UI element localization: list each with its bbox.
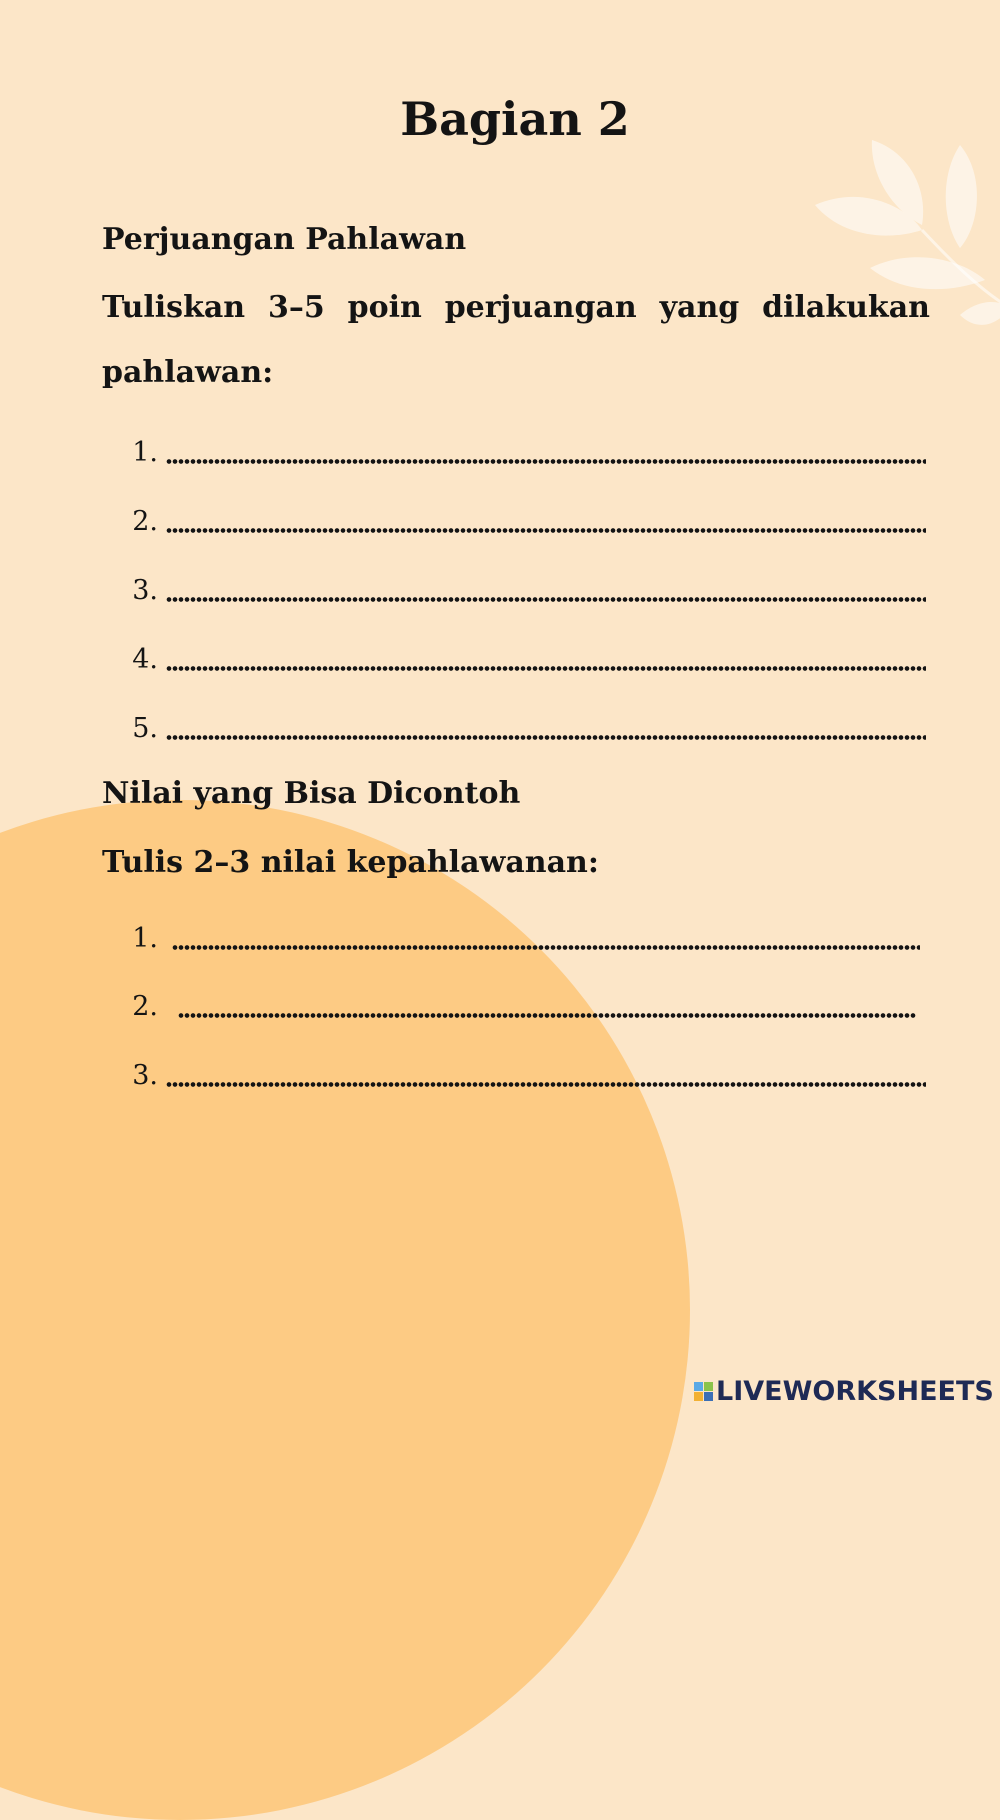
instruction-word: poin — [347, 290, 422, 325]
liveworksheets-logo-icon — [694, 1382, 713, 1401]
instruction-word: Tuliskan — [102, 290, 246, 325]
dotted-answer-line[interactable] — [166, 501, 926, 541]
dotted-answer-line[interactable] — [178, 986, 916, 1026]
instruction-line-2: pahlawan: — [102, 355, 274, 390]
item-number: 3. — [132, 574, 158, 606]
logo-square-navy — [704, 1392, 713, 1401]
dotted-answer-line[interactable] — [166, 639, 926, 679]
dotted-answer-line[interactable] — [166, 432, 926, 472]
answer-line-nilai-2[interactable] — [126, 986, 926, 1026]
logo-square-blue — [694, 1382, 703, 1391]
item-number: 4. — [132, 643, 158, 675]
answer-line-perjuangan-5[interactable] — [126, 708, 926, 748]
instruction-line-1 — [102, 290, 930, 325]
item-number: 2. — [132, 990, 158, 1022]
answer-line-perjuangan-2[interactable] — [126, 501, 926, 541]
instruction-word: yang — [659, 290, 740, 325]
page-title: Bagian 2 — [400, 92, 630, 146]
item-number: 1. — [132, 922, 158, 954]
dotted-answer-line[interactable] — [166, 570, 926, 610]
instruction-word: dilakukan — [762, 290, 930, 325]
item-number: 3. — [132, 1059, 158, 1091]
dotted-answer-line[interactable] — [172, 918, 920, 958]
item-number: 1. — [132, 436, 158, 468]
section-heading-perjuangan: Perjuangan Pahlawan — [102, 222, 467, 257]
brand-text: LIVEWORKSHEETS — [716, 1375, 994, 1407]
logo-square-green — [704, 1382, 713, 1391]
item-number: 5. — [132, 712, 158, 744]
dotted-answer-line[interactable] — [166, 1055, 926, 1095]
answer-line-nilai-3[interactable] — [126, 1055, 926, 1095]
instruction-perjuangan — [102, 290, 930, 390]
dotted-answer-line[interactable] — [166, 708, 926, 748]
instruction-word: perjuangan — [444, 290, 637, 325]
answer-line-perjuangan-3[interactable] — [126, 570, 926, 610]
item-number: 2. — [132, 505, 158, 537]
answer-line-perjuangan-1[interactable] — [126, 432, 926, 472]
instruction-word: 3–5 — [267, 290, 325, 325]
liveworksheets-brand — [694, 1374, 994, 1408]
answer-line-nilai-1[interactable] — [126, 918, 926, 958]
section-heading-nilai: Nilai yang Bisa Dicontoh — [102, 776, 521, 811]
logo-square-yellow — [694, 1392, 703, 1401]
answer-line-perjuangan-4[interactable] — [126, 639, 926, 679]
instruction-nilai: Tulis 2–3 nilai kepahlawanan: — [102, 845, 599, 880]
